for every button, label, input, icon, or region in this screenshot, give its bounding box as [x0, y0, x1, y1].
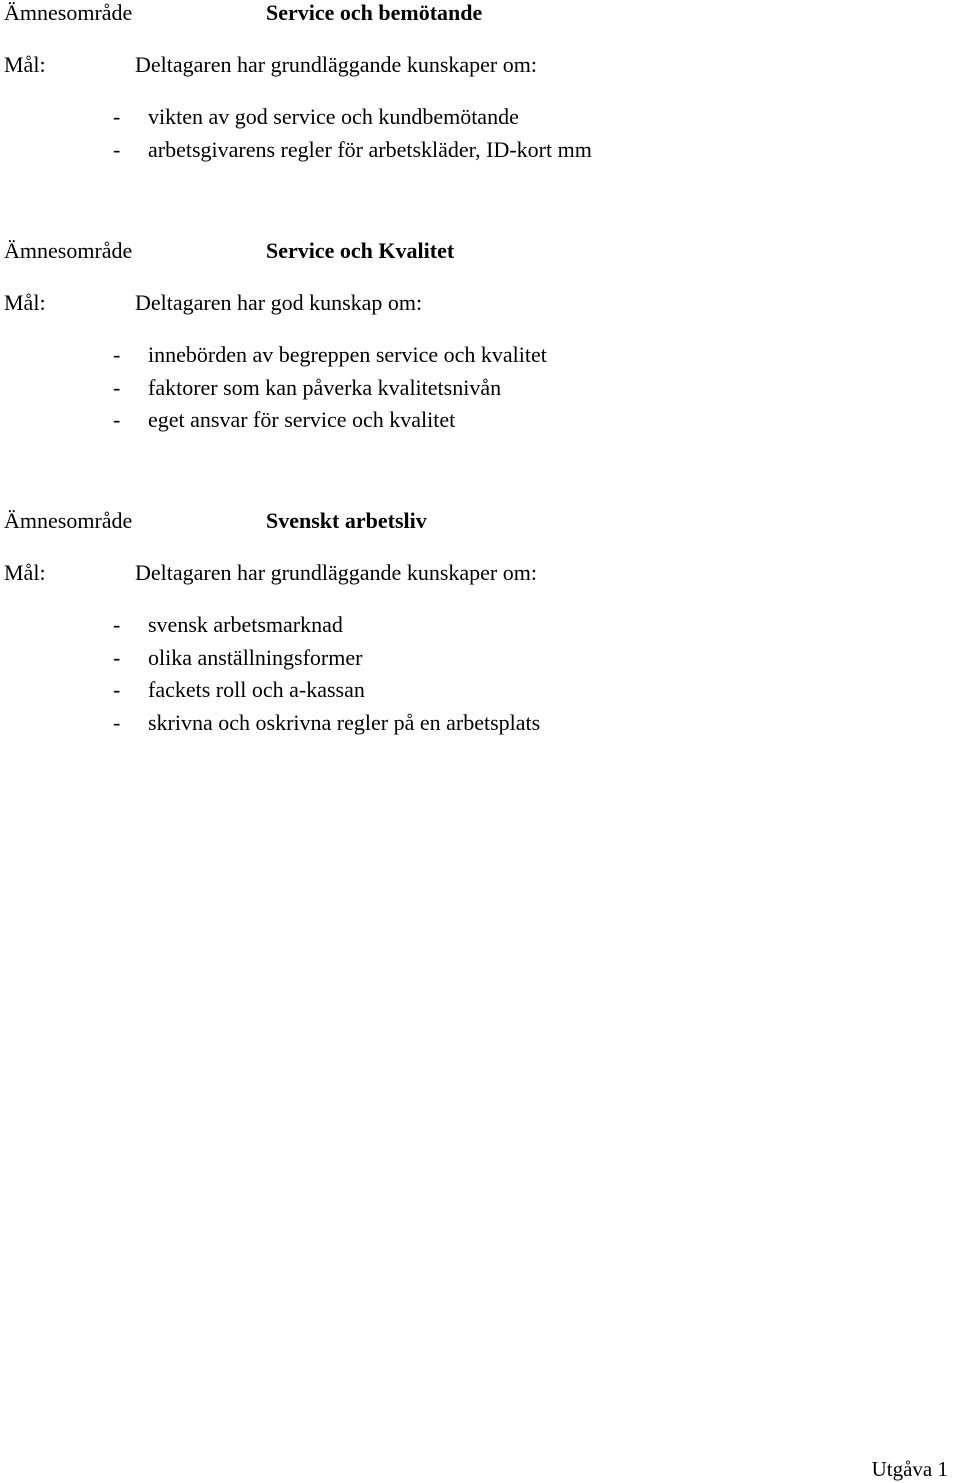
goal-row — [0, 562, 960, 588]
list-item — [0, 136, 960, 172]
list-item-text: svensk arbetsmarknad — [148, 612, 343, 637]
subject-title: Service och Kvalitet — [266, 238, 455, 263]
goal-label: Mål: — [4, 290, 46, 315]
list-item-text: faktorer som kan påverka kvalitetsnivån — [148, 374, 502, 400]
list-item-text: olika anställningsformer — [148, 644, 363, 670]
list-item — [0, 344, 960, 377]
subject-title: Svenskt arbetsliv — [266, 508, 427, 533]
list-item-text: vikten av god service och kundbemötande — [148, 104, 519, 129]
goal-list — [0, 344, 960, 442]
edition-label: Utgåva 1 — [871, 1457, 948, 1481]
subject-area-label: Ämnesområde — [4, 0, 133, 25]
goal-list — [0, 106, 960, 171]
list-item-text: innebörden av begreppen service och kvalitet — [148, 342, 547, 367]
subject-heading-row — [0, 510, 960, 536]
subject-area-label: Ämnesområde — [4, 238, 133, 263]
list-item — [0, 374, 960, 410]
goal-text: Deltagaren har god kunskap om: — [135, 290, 423, 315]
goal-label: Mål: — [4, 52, 46, 77]
list-item — [0, 679, 960, 712]
subject-heading-row — [0, 240, 960, 266]
goal-label: Mål: — [4, 560, 46, 585]
list-item-text: fackets roll och a-kassan — [148, 677, 365, 702]
goal-row — [0, 292, 960, 318]
dash-marker: - — [113, 677, 121, 702]
dash-marker: - — [113, 136, 121, 162]
goal-text: Deltagaren har grundläggande kunskaper om: — [135, 52, 537, 77]
subject-title: Service och bemötande — [266, 0, 483, 25]
list-item-text: eget ansvar för service och kvalitet — [148, 407, 456, 432]
list-item-text: arbetsgivarens regler för arbetskläder, ID-kort mm — [148, 136, 592, 162]
dash-marker: - — [113, 104, 121, 129]
list-item — [0, 709, 960, 745]
list-item — [0, 106, 960, 139]
dash-marker: - — [113, 342, 121, 367]
dash-marker: - — [113, 407, 121, 432]
goal-text: Deltagaren har grundläggande kunskaper om: — [135, 560, 537, 585]
list-item — [0, 644, 960, 680]
goal-list — [0, 614, 960, 744]
dash-marker: - — [113, 709, 121, 735]
dash-marker: - — [113, 374, 121, 400]
list-item-text: skrivna och oskrivna regler på en arbetsplats — [148, 709, 541, 735]
list-item — [0, 614, 960, 647]
list-item — [0, 409, 960, 442]
subject-area-label: Ämnesområde — [4, 508, 133, 533]
goal-row — [0, 54, 960, 80]
dash-marker: - — [113, 644, 121, 670]
dash-marker: - — [113, 612, 121, 637]
subject-heading-row — [0, 2, 960, 28]
